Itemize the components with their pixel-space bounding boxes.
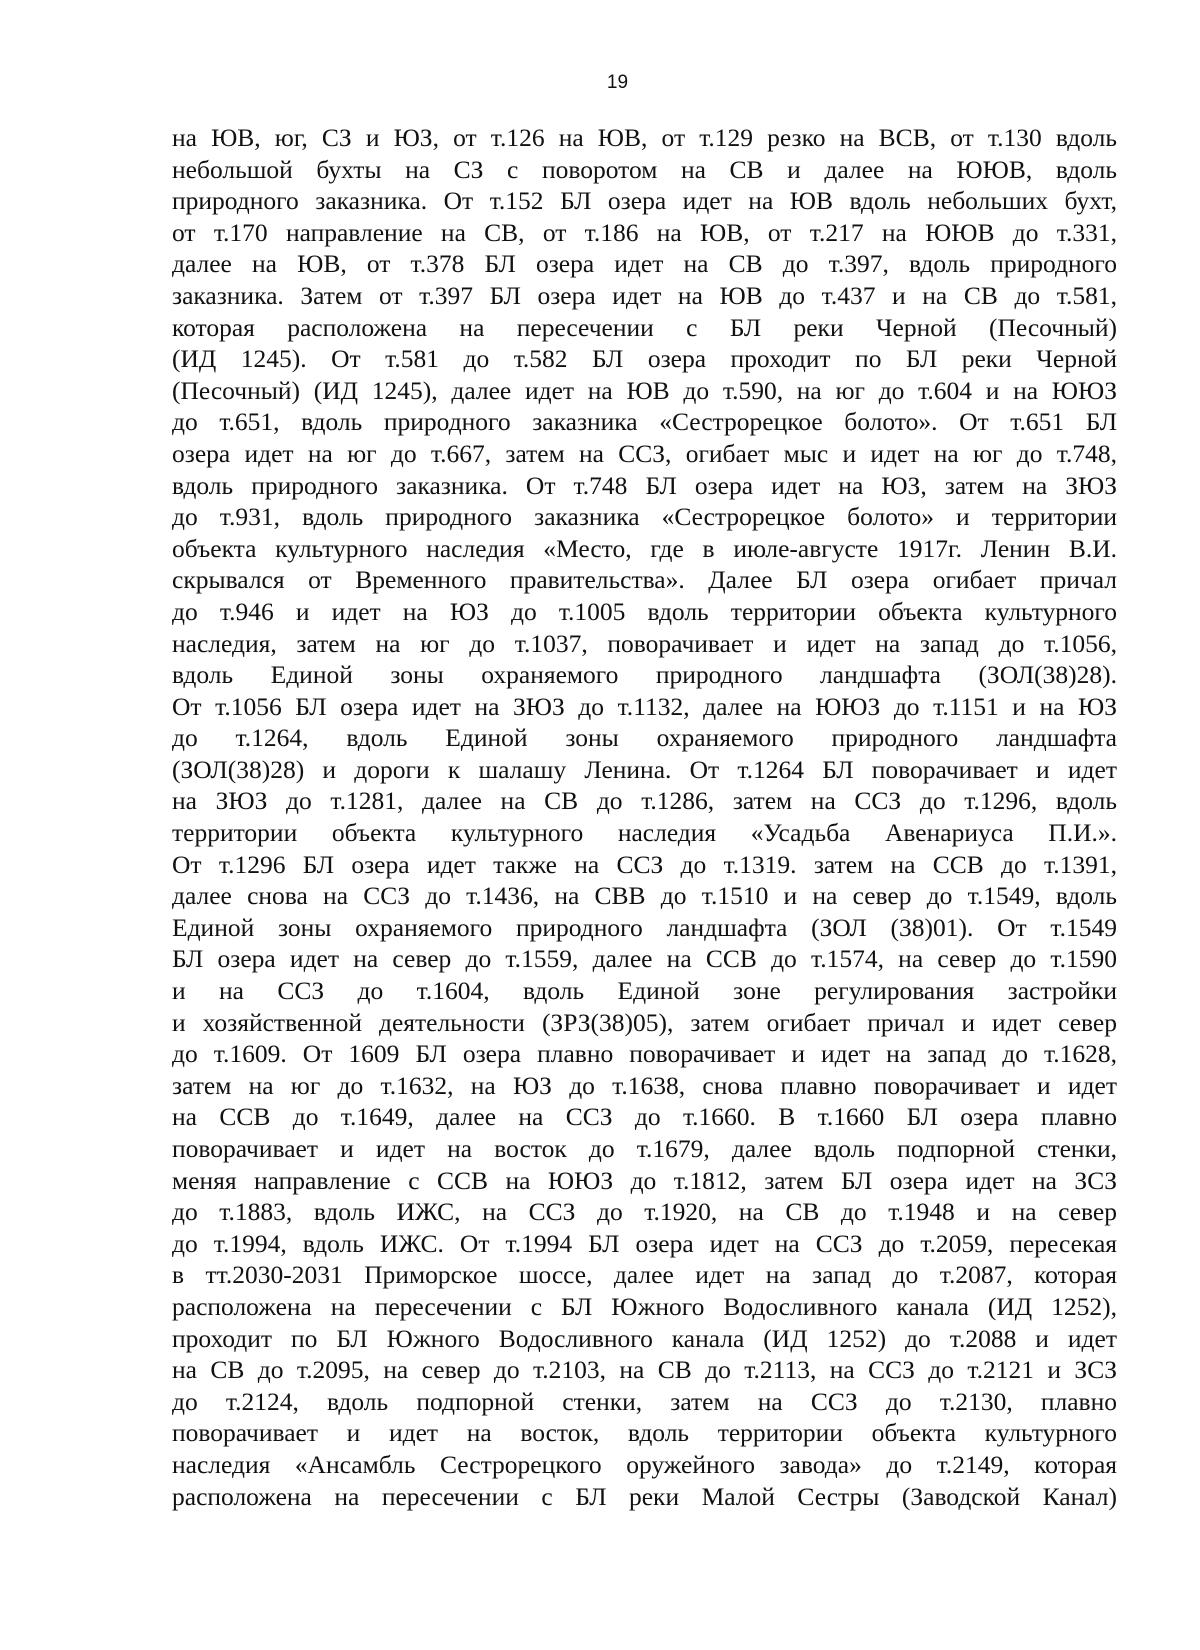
text-line: и на ССЗ до т.1604, вдоль Единой зоне регулирования застройки [172, 976, 1117, 1006]
text-line: расположена на пересечении с БЛ реки Малой Сестры (Заводской Канал) [172, 1481, 1117, 1511]
text-line: от т.170 направление на СВ, от т.186 на ЮВ, от т.217 на ЮЮВ до т.331, [172, 217, 1117, 247]
text-line: наследия, затем на юг до т.1037, поворачивает и идет на запад до т.1056, [172, 628, 1117, 658]
text-line: затем на юг до т.1632, на ЮЗ до т.1638, снова плавно поворачивает и идет [172, 1070, 1117, 1100]
text-line: территории объекта культурного наследия «Усадьба Авенариуса П.И.». [172, 818, 1117, 848]
text-line: БЛ озера идет на север до т.1559, далее на ССВ до т.1574, на север до т.1590 [172, 944, 1117, 974]
text-line: до т.2124, вдоль подпорной стенки, затем на ССЗ до т.2130, плавно [172, 1386, 1117, 1416]
text-line: меняя направление с ССВ на ЮЮЗ до т.1812, затем БЛ озера идет на ЗСЗ [172, 1165, 1117, 1195]
text-line: От т.1296 БЛ озера идет также на ССЗ до т.1319. затем на ССВ до т.1391, [172, 849, 1117, 879]
text-line: (ИД 1245). От т.581 до т.582 БЛ озера проходит по БЛ реки Черной [172, 344, 1117, 374]
text-line: на ЗЮЗ до т.1281, далее на СВ до т.1286, затем на ССЗ до т.1296, вдоль [172, 786, 1117, 816]
text-line: проходит по БЛ Южного Водосливного канала (ИД 1252) до т.2088 и идет [172, 1323, 1117, 1353]
body-text [172, 122, 1117, 1512]
text-line: до т.651, вдоль природного заказника «Сестрорецкое болото». От т.651 БЛ [172, 407, 1117, 437]
text-line: до т.1883, вдоль ИЖС, на ССЗ до т.1920, на СВ до т.1948 и на север [172, 1197, 1117, 1227]
text-line: на ЮВ, юг, СЗ и ЮЗ, от т.126 на ЮВ, от т.129 резко на ВСВ, от т.130 вдоль [172, 123, 1117, 152]
text-line: От т.1056 БЛ озера идет на ЗЮЗ до т.1132, далее на ЮЮЗ до т.1151 и на ЮЗ [172, 691, 1117, 721]
text-line: наследия «Ансамбль Сестрорецкого оружейного завода» до т.2149, которая [172, 1449, 1117, 1479]
text-line: на СВ до т.2095, на север до т.2103, на СВ до т.2113, на ССЗ до т.2121 и ЗСЗ [172, 1355, 1117, 1385]
text-line: Единой зоны охраняемого природного ландшафта (ЗОЛ (38)01). От т.1549 [172, 912, 1117, 942]
text-line: поворачивает и идет на восток, вдоль территории объекта культурного [172, 1418, 1117, 1448]
text-line: расположена на пересечении с БЛ Южного Водосливного канала (ИД 1252), [172, 1291, 1117, 1321]
text-line: до т.946 и идет на ЮЗ до т.1005 вдоль территории объекта культурного [172, 596, 1117, 626]
text-line: объекта культурного наследия «Место, где в июле-августе 1917г. Ленин В.И. [172, 533, 1117, 563]
text-line: на ССВ до т.1649, далее на ССЗ до т.1660. В т.1660 БЛ озера плавно [172, 1102, 1117, 1132]
text-line: скрывался от Временного правительства». Далее БЛ озера огибает причал [172, 565, 1117, 595]
text-line: которая расположена на пересечении с БЛ реки Черной (Песочный) [172, 312, 1117, 342]
text-line: заказника. Затем от т.397 БЛ озера идет на ЮВ до т.437 и на СВ до т.581, [172, 280, 1117, 310]
text-line: и хозяйственной деятельности (ЗРЗ(38)05), затем огибает причал и идет север [172, 1007, 1117, 1037]
text-line: до т.1609. От 1609 БЛ озера плавно поворачивает и идет на запад до т.1628, [172, 1039, 1117, 1069]
text-line: до т.1264, вдоль Единой зоны охраняемого природного ландшафта [172, 723, 1117, 753]
text-line: далее на ЮВ, от т.378 БЛ озера идет на СВ до т.397, вдоль природного [172, 249, 1117, 279]
text-line: до т.931, вдоль природного заказника «Сестрорецкое болото» и территории [172, 502, 1117, 532]
text-line: до т.1994, вдоль ИЖС. От т.1994 БЛ озера идет на ССЗ до т.2059, пересекая [172, 1228, 1117, 1258]
text-line: поворачивает и идет на восток до т.1679, далее вдоль подпорной стенки, [172, 1134, 1117, 1163]
text-line: озера идет на юг до т.667, затем на ССЗ, огибает мыс и идет на юг до т.748, [172, 438, 1117, 468]
text-line: природного заказника. От т.152 БЛ озера идет на ЮВ вдоль небольших бухт, [172, 186, 1117, 216]
text-line: в тт.2030-2031 Приморское шоссе, далее идет на запад до т.2087, которая [172, 1260, 1117, 1290]
text-line: (Песочный) (ИД 1245), далее идет на ЮВ до т.590, на юг до т.604 и на ЮЮЗ [172, 375, 1117, 405]
text-line: (ЗОЛ(38)28) и дороги к шалашу Ленина. От т.1264 БЛ поворачивает и идет [172, 754, 1117, 784]
text-line: небольшой бухты на СЗ с поворотом на СВ и далее на ЮЮВ, вдоль [172, 154, 1117, 184]
text-line: вдоль Единой зоны охраняемого природного ландшафта (ЗОЛ(38)28). [172, 660, 1117, 690]
text-line: далее снова на ССЗ до т.1436, на СВВ до т.1510 и на север до т.1549, вдоль [172, 881, 1117, 911]
page-number: 19 [606, 72, 629, 93]
text-line: вдоль природного заказника. От т.748 БЛ озера идет на ЮЗ, затем на ЗЮЗ [172, 470, 1117, 500]
